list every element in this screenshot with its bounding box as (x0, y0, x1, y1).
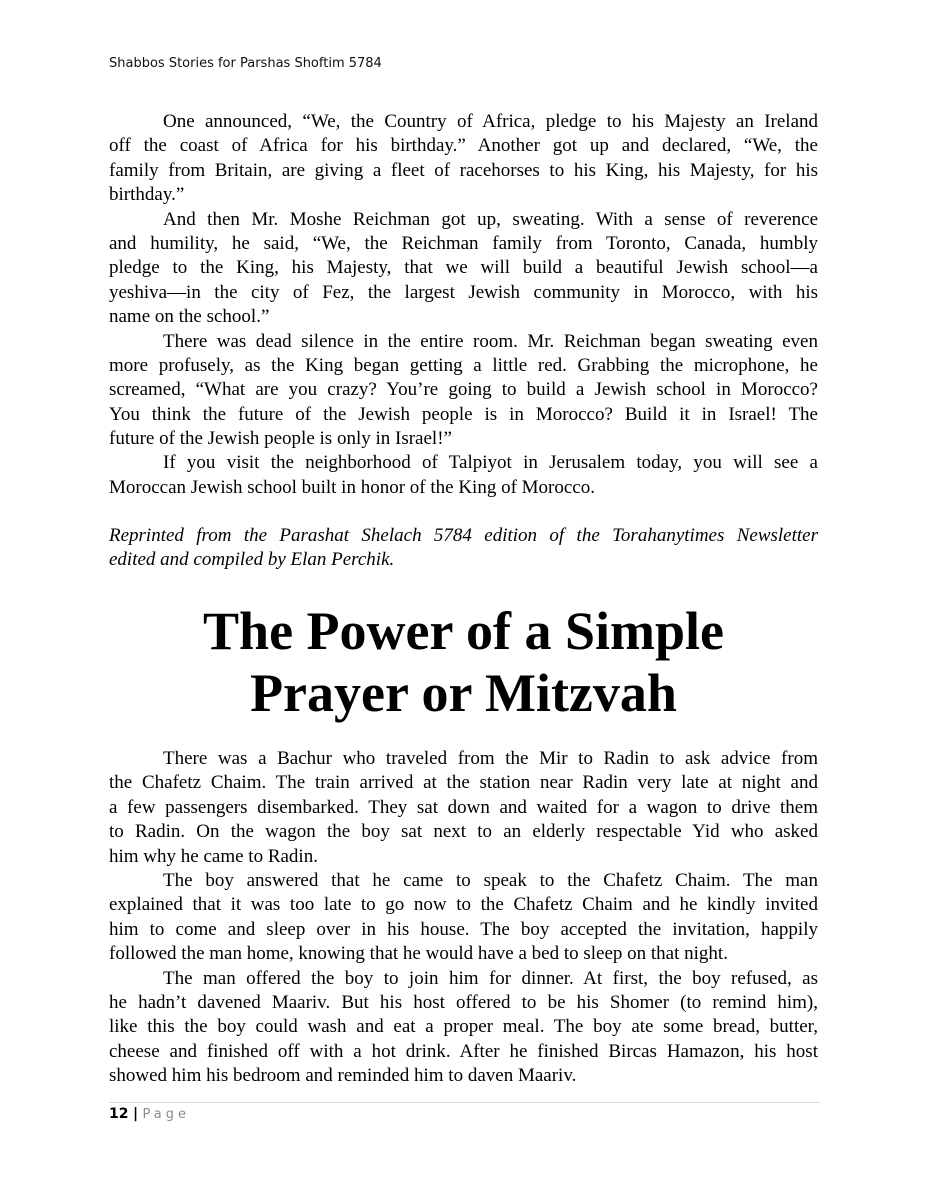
page-number: 12 (109, 1106, 129, 1122)
paragraph-line: And then Mr. Moshe Reichman got up, sweating. With a sense of reverence (163, 208, 818, 230)
paragraph-line: There was a Bachur who traveled from the Mir to Radin to ask advice from (163, 748, 818, 769)
paragraph-line: One announced, “We, the Country of Africa, pledge to his Majesty an Ireland (163, 111, 818, 132)
footer-divider (109, 1102, 820, 1103)
paragraph-line: yeshiva—in the city of Fez, the largest Jewish community in Morocco, with his (109, 281, 818, 303)
paragraph-line: birthday.” (109, 184, 185, 206)
article-title-line: The Power of a Simple (203, 601, 724, 661)
page-label: Page (142, 1107, 190, 1122)
footer-separator: | (132, 1106, 139, 1122)
paragraph-line: explained that it was too late to go now to the Chafetz Chaim and he kindly invited (109, 894, 818, 916)
paragraph-line: pledge to the King, his Majesty, that we will build a beautiful Jewish school—a (109, 257, 818, 279)
paragraph-line: to Radin. On the wagon the boy sat next to an elderly respectable Yid who asked (109, 821, 818, 843)
reprint-credit (109, 524, 818, 573)
paragraph-line: him to come and sleep over in his house. The boy accepted the invitation, happily (109, 918, 818, 940)
article-title-line: Prayer or Mitzvah (250, 663, 677, 723)
paragraph-line: cheese and finished off with a hot drink. After he finished Bircas Hamazon, his host (109, 1040, 818, 1062)
paragraph-line: family from Britain, are giving a fleet of racehorses to his King, his Majesty, for his (109, 159, 818, 181)
paragraph-line: like this the boy could wash and eat a proper meal. The boy ate some bread, butter, (109, 1016, 818, 1038)
paragraph-line: and humility, he said, “We, the Reichman family from Toronto, Canada, humbly (109, 232, 818, 254)
page-footer (109, 1106, 190, 1122)
running-header: Shabbos Stories for Parshas Shoftim 5784 (109, 56, 382, 71)
paragraph-line: name on the school.” (109, 306, 270, 328)
story-1-body (109, 110, 818, 500)
paragraph-line: the Chafetz Chaim. The train arrived at the station near Radin very late at night and (109, 772, 818, 794)
paragraph-line: There was dead silence in the entire room. Mr. Reichman began sweating even (163, 330, 818, 352)
paragraph-line: The man offered the boy to join him for dinner. At first, the boy refused, as (163, 967, 818, 989)
article-title (0, 600, 927, 724)
paragraph-line: off the coast of Africa for his birthday.” Another got up and declared, “We, the (109, 135, 818, 157)
paragraph-line: showed him his bedroom and reminded him to daven Maariv. (109, 1065, 577, 1087)
paragraph-line: a few passengers disembarked. They sat down and waited for a wagon to drive them (109, 796, 818, 818)
paragraph-line: followed the man home, knowing that he would have a bed to sleep on that night. (109, 943, 728, 965)
story-2-body (109, 747, 818, 1088)
paragraph-line: Moroccan Jewish school built in honor of the King of Morocco. (109, 476, 595, 498)
credit-line: Reprinted from the Parashat Shelach 5784 edition of the Torahanytimes Newsletter (109, 525, 818, 546)
paragraph-line: future of the Jewish people is only in Israel!” (109, 428, 452, 450)
paragraph-line: The boy answered that he came to speak to the Chafetz Chaim. The man (163, 869, 818, 891)
paragraph-line: If you visit the neighborhood of Talpiyot in Jerusalem today, you will see a (163, 452, 818, 474)
paragraph-line: he hadn’t davened Maariv. But his host offered to be his Shomer (to remind him), (109, 991, 818, 1013)
paragraph-line: him why he came to Radin. (109, 845, 318, 867)
paragraph-line: You think the future of the Jewish people is in Morocco? Build it in Israel! The (109, 403, 818, 425)
credit-line: edited and compiled by Elan Perchik. (109, 549, 395, 571)
paragraph-line: more profusely, as the King began getting a little red. Grabbing the microphone, he (109, 354, 818, 376)
paragraph-line: screamed, “What are you crazy? You’re going to build a Jewish school in Morocco? (109, 379, 818, 401)
